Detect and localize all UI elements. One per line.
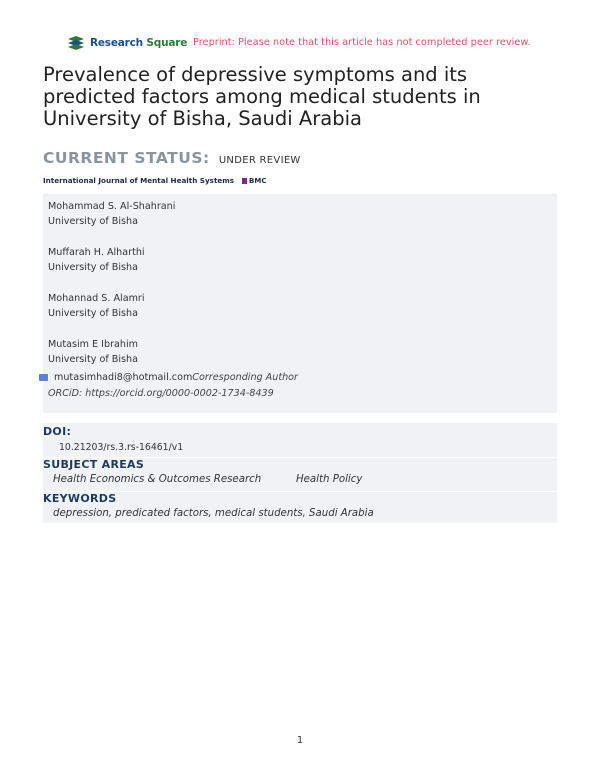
orcid-link[interactable]: ORCiD: https://orcid.org/0000-0002-1734-8439 (48, 388, 274, 399)
journal-name[interactable]: International Journal of Mental Health Systems (43, 176, 235, 185)
author-name: Mohannad S. Alamri (48, 293, 145, 304)
author-email[interactable]: mutasimhadi8@hotmail.com (54, 372, 193, 383)
publisher-logo (242, 177, 266, 185)
status-line (43, 148, 301, 167)
journal-line (43, 176, 266, 185)
status-value: UNDER REVIEW (218, 155, 301, 166)
subject-area-item[interactable]: Health Economics & Outcomes Research (53, 474, 262, 485)
logo-text (90, 37, 187, 49)
subject-area-item[interactable]: Health Policy (296, 474, 363, 485)
preprint-note: Preprint: Please note that this article has not completed peer review. (193, 37, 531, 48)
author-name: Mohammad S. Al-Shahrani (48, 201, 176, 212)
keywords-value: depression, predicated factors, medical students, Saudi Arabia (53, 508, 374, 519)
logo-text-main: Research (90, 37, 143, 49)
section-divider (43, 491, 557, 492)
keywords-label: KEYWORDS (43, 492, 117, 505)
page-header (66, 35, 546, 53)
author-affiliation: University of Bisha (48, 354, 138, 365)
author-entry (48, 199, 175, 229)
authors-panel (43, 194, 557, 413)
research-square-logo-icon (66, 35, 86, 51)
doi-label: DOI: (43, 425, 72, 438)
publisher-name: BMC (249, 176, 267, 185)
metadata-panel (43, 423, 557, 523)
doi-value[interactable]: 10.21203/rs.3.rs-16461/v1 (59, 442, 184, 453)
author-name: Muffarah H. Alharthi (48, 247, 145, 258)
bmc-logo-icon (242, 178, 247, 184)
author-entry (48, 337, 138, 367)
author-name: Mutasim E Ibrahim (48, 339, 139, 350)
subject-areas-label: SUBJECT AREAS (43, 458, 145, 471)
author-affiliation: University of Bisha (48, 216, 138, 227)
contact-row (39, 372, 298, 383)
research-square-logo[interactable] (66, 35, 187, 51)
page-title: Prevalence of depressive symptoms and its predicted factors among medical students in University of Bisha, Saudi Arabia (43, 63, 481, 130)
envelope-icon (39, 374, 48, 381)
logo-text-accent: Square (146, 37, 188, 49)
author-affiliation: University of Bisha (48, 262, 138, 273)
author-entry (48, 245, 145, 275)
corresponding-author-label: Corresponding Author (192, 372, 298, 383)
author-entry (48, 291, 145, 321)
page-number: 1 (296, 735, 304, 746)
author-affiliation: University of Bisha (48, 308, 138, 319)
status-label: CURRENT STATUS: (43, 149, 210, 167)
